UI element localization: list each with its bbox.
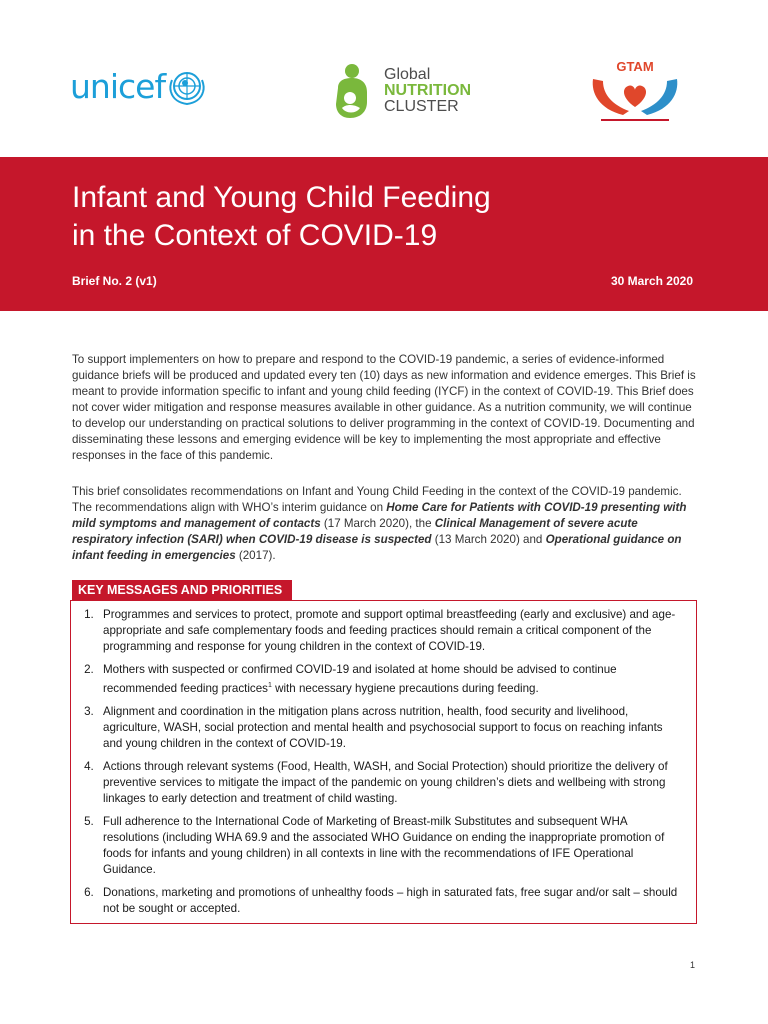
title-line-1: Infant and Young Child Feeding [72,181,491,214]
p2-text-e: (13 March 2020) and [431,533,546,546]
key-message-item: 3. Alignment and coordination in the mitigation plans across nutrition, health, food security and livelihood, agriculture, WASH, social protection and mental health and psychosocial support to focus on reaching infants and young children in the context of COVID-19. [97,704,682,752]
title-line-2: in the Context of COVID-19 [72,219,438,252]
document-title [72,179,491,255]
p2-text-g: (2017). [235,549,276,562]
gnc-line-cluster: CLUSTER [384,98,459,115]
key-message-item: 1. Programmes and services to protect, promote and support optimal breastfeeding (early and exclusive) and age-appropriate and safe complementary foods and feeding practices should remain a critical component of the programming and response for young children in the context of COVID-19. [97,607,682,655]
gtam-heart-icon [624,85,646,107]
gtam-wordmark: GTAM [616,59,654,74]
unicef-logo [70,66,207,106]
intro-paragraph-1: To support implementers on how to prepare and respond to the COVID-19 pandemic, a series of evidence-informed guidance briefs will be produced and updated every ten (10) days as new information and evidence emerges. This Brief is meant to provide information specific to infant and young child feeding (IYCF) in the context of COVID-19. This Brief does not cover wider mitigation and response measures available in other guidance. As a nutrition community, we will continue to develop our understanding on practical solutions to deliver programming in the context of COVID-19. Documenting and disseminating these lessons and emerging evidence will be key to implementing the most appropriate and effective responses in the face of this pandemic. [72,353,696,462]
p2-guidance-clinical-management: Clinical Management of severe acute respiratory infection (SARI) when COVID-19 disease is suspected [72,517,638,546]
key-message-item [97,662,682,697]
page-number: 1 [690,960,696,970]
intro-paragraph-2 [72,484,697,564]
key-message-2-text-a: Mothers with suspected or confirmed COVID-19 and isolated at home should be advised to continue recommended feeding practices [103,663,617,695]
unicef-emblem-icon [167,66,207,106]
brief-number: Brief No. 2 (v1) [72,274,157,288]
logo-row [0,0,768,157]
footnote-reference: 1 [267,682,272,689]
key-messages-box [70,600,697,924]
gtam-left-hand-icon [593,79,629,115]
key-message-item: 6. Donations, marketing and promotions of unhealthy foods – high in saturated fats, free sugar and/or salt – should not be sought or accepted. [97,885,682,917]
gnc-wordmark [384,67,471,115]
p2-text-c: (17 March 2020), the [320,517,435,530]
gtam-right-hand-icon [641,79,677,115]
p2-text-a: This brief consolidates recommendations on Infant and Young Child Feeding in the context of the COVID-19 pandemic. The recommendations align with WHO’s interim guidance on [72,485,682,514]
unicef-wordmark: unicef [70,66,166,106]
gnc-emblem-icon [332,62,378,120]
brief-date: 30 March 2020 [610,274,693,288]
gtam-tagline-bar [601,119,669,121]
gnc-line-nutrition: NUTRITION [384,82,472,99]
title-banner [0,157,768,311]
key-message-item: 5. Full adherence to the International Code of Marketing of Breast-milk Substitutes and subsequent WHA resolutions (including WHA 69.9 and the associated WHO Guidance on ending the inappropriate promotion of foods for infants and young children) in all contexts in line with the recommendations of IFE Operational Guidance. [97,814,682,878]
p2-guidance-home-care: Home Care for Patients with COVID-19 presenting with mild symptoms and management of contacts [72,501,687,530]
global-nutrition-cluster-logo [332,62,471,120]
gtam-logo [583,55,687,125]
key-message-item: 4. Actions through relevant systems (Food, Health, WASH, and Social Protection) should prioritize the delivery of preventive services to mitigate the impact of the pandemic on young children’s diets and wellbeing with strong linkages to early detection and treatment of child wasting. [97,759,682,807]
p2-guidance-infant-feeding: Operational guidance on infant feeding in emergencies [72,533,682,562]
gnc-line-global: Global [384,66,431,83]
key-message-2-text-b: with necessary hygiene precautions during feeding. [271,681,539,695]
key-messages-heading: KEY MESSAGES AND PRIORITIES [72,580,292,600]
key-messages-list [71,601,696,917]
